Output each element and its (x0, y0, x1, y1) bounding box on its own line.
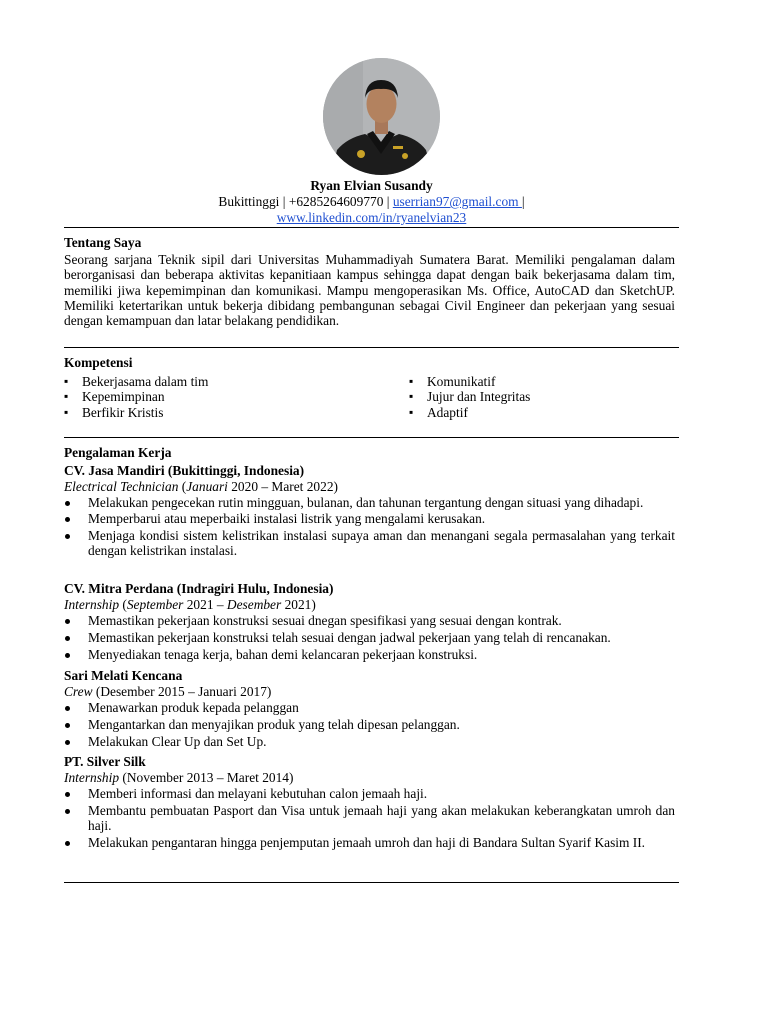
divider (64, 882, 679, 883)
section-title-about: Tentang Saya (64, 235, 142, 250)
list-item: ▪ Komunikatif (409, 374, 530, 389)
job-role: Internship (64, 770, 120, 785)
job-period (64, 597, 316, 613)
job-company: PT. Silver Silk (64, 754, 146, 769)
list-item: ▪ Berfikir Kristis (64, 405, 208, 420)
contact-line (64, 194, 679, 210)
list-item: ▪ Kepemimpinan (64, 389, 208, 404)
list-item: Menjaga kondisi sistem kelistrikan instalasi supaya aman dan menangani segala permasalahan yang terkait dengan kelistrikan instalasi. (64, 528, 675, 559)
section-title-skills: Kompetensi (64, 355, 133, 370)
job-period (64, 684, 271, 700)
job-role: Electrical Technician (64, 479, 179, 494)
list-item: ▪ Adaptif (409, 405, 530, 420)
city: Bukittinggi (218, 194, 280, 209)
list-item: ▪ Jujur dan Integritas (409, 389, 530, 404)
list-item: Melakukan pengantaran hingga penjemputan jemaah umroh dan haji di Bandara Sultan Syarif Kasim II. (64, 835, 675, 850)
divider (64, 437, 679, 438)
job-period-month: Januari (186, 479, 228, 494)
list-item: ▪ Bekerjasama dalam tim (64, 374, 208, 389)
list-item: Membantu pembuatan Pasport dan Visa untuk jemaah haji yang akan melakukan keberangkatan umroh dan haji. (64, 803, 675, 834)
job-period-text: (Desember 2015 – Januari 2017) (92, 684, 272, 699)
job-company: Sari Melati Kencana (64, 668, 183, 683)
list-item: Menyediakan tenaga kerja, bahan demi kelancaran pekerjaan konstruksi. (64, 647, 675, 662)
job-company: CV. Jasa Mandiri (Bukittinggi, Indonesia) (64, 463, 305, 478)
candidate-name: Ryan Elvian Susandy (310, 178, 433, 193)
job-role: Internship (64, 597, 120, 612)
phone: +6285264609770 (288, 194, 384, 209)
job-duties (64, 786, 675, 850)
job-duties (64, 613, 675, 662)
list-item: Memastikan pekerjaan konstruksi sesuai dnegan spesifikasi yang sesuai dengan kontrak. (64, 613, 675, 628)
section-title-experience: Pengalaman Kerja (64, 445, 172, 460)
linkedin-line (64, 210, 679, 226)
job-period-text: ( (119, 597, 127, 612)
about-paragraph: Seorang sarjana Teknik sipil dari Universitas Muhammadiyah Sumatera Barat. Memiliki pengalaman dalam berorganisasi dan beberapa aktivitas kepanitiaan kampus sehingga dapat dengan baik bekerjasama dalam tim, memiliki jiwa kepemimpinan dan komunikasi. Mampu mengoperasikan Ms. Office, AutoCAD dan SketchUP. Memiliki ketertarikan untuk bekerja dibidang pembangunan sebagai Civil Engineer dan pekerjaan yang sesuai dengan kemampuan dan latar belakang pendidikan. (64, 252, 675, 329)
skills-list-right (409, 374, 530, 420)
list-item: Memastikan pekerjaan konstruksi telah sesuai dengan jadwal pekerjaan yang telah di rencanakan. (64, 630, 675, 645)
list-item: Melakukan Clear Up dan Set Up. (64, 734, 675, 749)
separator: | (282, 194, 286, 209)
linkedin-link[interactable]: www.linkedin.com/in/ryanelvian23 (276, 210, 467, 225)
separator: | (521, 194, 525, 209)
job-duties (64, 495, 675, 558)
separator: | (386, 194, 390, 209)
divider (64, 347, 679, 348)
person-avatar-icon (323, 58, 440, 175)
job-period-text: (November 2013 – Maret 2014) (119, 770, 294, 785)
job-period-text: 2020 – Maret 2022) (227, 479, 338, 494)
job-period-text: ( (178, 479, 187, 494)
job-company: CV. Mitra Perdana (Indragiri Hulu, Indonesia) (64, 581, 334, 596)
list-item: Memberi informasi dan melayani kebutuhan calon jemaah haji. (64, 786, 675, 801)
list-item: Menawarkan produk kepada pelanggan (64, 700, 675, 715)
job-period (64, 479, 338, 495)
job-period-text: 2021 – (183, 597, 227, 612)
divider (64, 227, 679, 228)
list-item: Mengantarkan dan menyajikan produk yang telah dipesan pelanggan. (64, 717, 675, 732)
job-period-month: September (126, 597, 184, 612)
job-period-text: 2021) (281, 597, 316, 612)
profile-photo (323, 58, 440, 175)
list-item: Melakukan pengecekan rutin mingguan, bulanan, dan tahunan tergantung dengan situasi yang dihadapi. (64, 495, 675, 510)
email-link[interactable]: userrian97@gmail.com (392, 194, 522, 209)
job-period (64, 770, 293, 786)
job-role: Crew (64, 684, 93, 699)
job-duties (64, 700, 675, 749)
skills-list-left (64, 374, 208, 420)
job-period-month: Desember (226, 597, 282, 612)
list-item: Memperbarui atau meperbaiki instalasi listrik yang mengalami kerusakan. (64, 511, 675, 526)
